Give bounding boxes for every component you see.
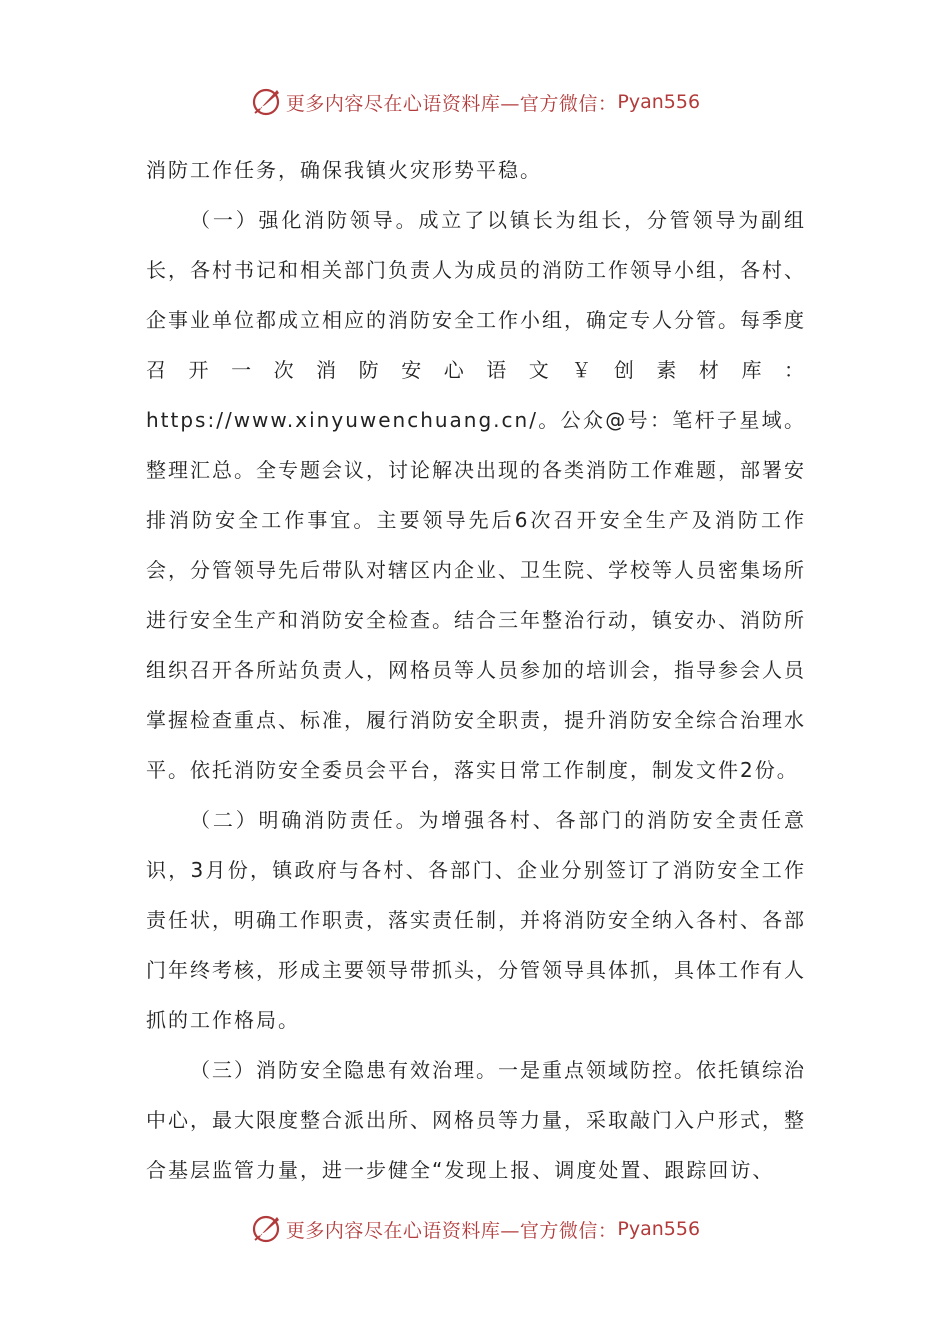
paragraph-section-3: （三）消防安全隐患有效治理。一是重点领域防控。依托镇综治中心，最大限度整合派出所、网格员等力量，采取敲门入户形式，整合基层监管力量，进一步健全“发现上报、调度处置、跟踪回访、 xyxy=(146,1058,806,1182)
header-watermark-banner xyxy=(0,82,950,122)
banner-wechat-id: Pyan556 xyxy=(617,91,701,113)
document-body xyxy=(146,145,806,1195)
paragraph-section-2: （二）明确消防责任。为增强各村、各部门的消防安全责任意识，3月份，镇政府与各村、各部门、企业分别签订了消防安全工作责任状，明确工作职责，落实责任制，并将消防安全纳入各村、各部门年终考核，形成主要领导带抓头，分管领导具体抓，具体工作有人抓的工作格局。 xyxy=(146,808,806,1032)
paragraph-section-1: （一）强化消防领导。成立了以镇长为组长，分管领导为副组长，各村书记和相关部门负责人为成员的消防工作领导小组，各村、企事业单位都成立相应的消防安全工作小组，确定专人分管。每季度召开一次消防安心语文￥创素材库：https://www.xinyuwenchuang.cn/。公众@号：笔杆子星域。整理汇总。全专题会议，讨论解决出现的各类消防工作难题，部署安排消防安全工作事宜。主要领导先后6次召开安全生产及消防工作会，分管领导先后带队对辖区内企业、卫生院、学校等人员密集场所进行安全生产和消防安全检查。结合三年整治行动，镇安办、消防所组织召开各所站负责人，网格员等人员参加的培训会，指导参会人员掌握检查重点、标准，履行消防安全职责，提升消防安全综合治理水平。依托消防安全委员会平台，落实日常工作制度，制发文件2份。 xyxy=(146,208,806,782)
footer-watermark-banner xyxy=(0,1209,950,1249)
quill-logo-icon xyxy=(250,1212,284,1246)
banner-text: 更多内容尽在心语资料库—官方微信： xyxy=(285,92,618,115)
quill-logo-icon xyxy=(250,85,284,119)
banner-wechat-id: Pyan556 xyxy=(617,1218,701,1240)
banner-text: 更多内容尽在心语资料库—官方微信： xyxy=(285,1219,618,1242)
paragraph-continuation: 消防工作任务，确保我镇火灾形势平稳。 xyxy=(146,158,542,182)
